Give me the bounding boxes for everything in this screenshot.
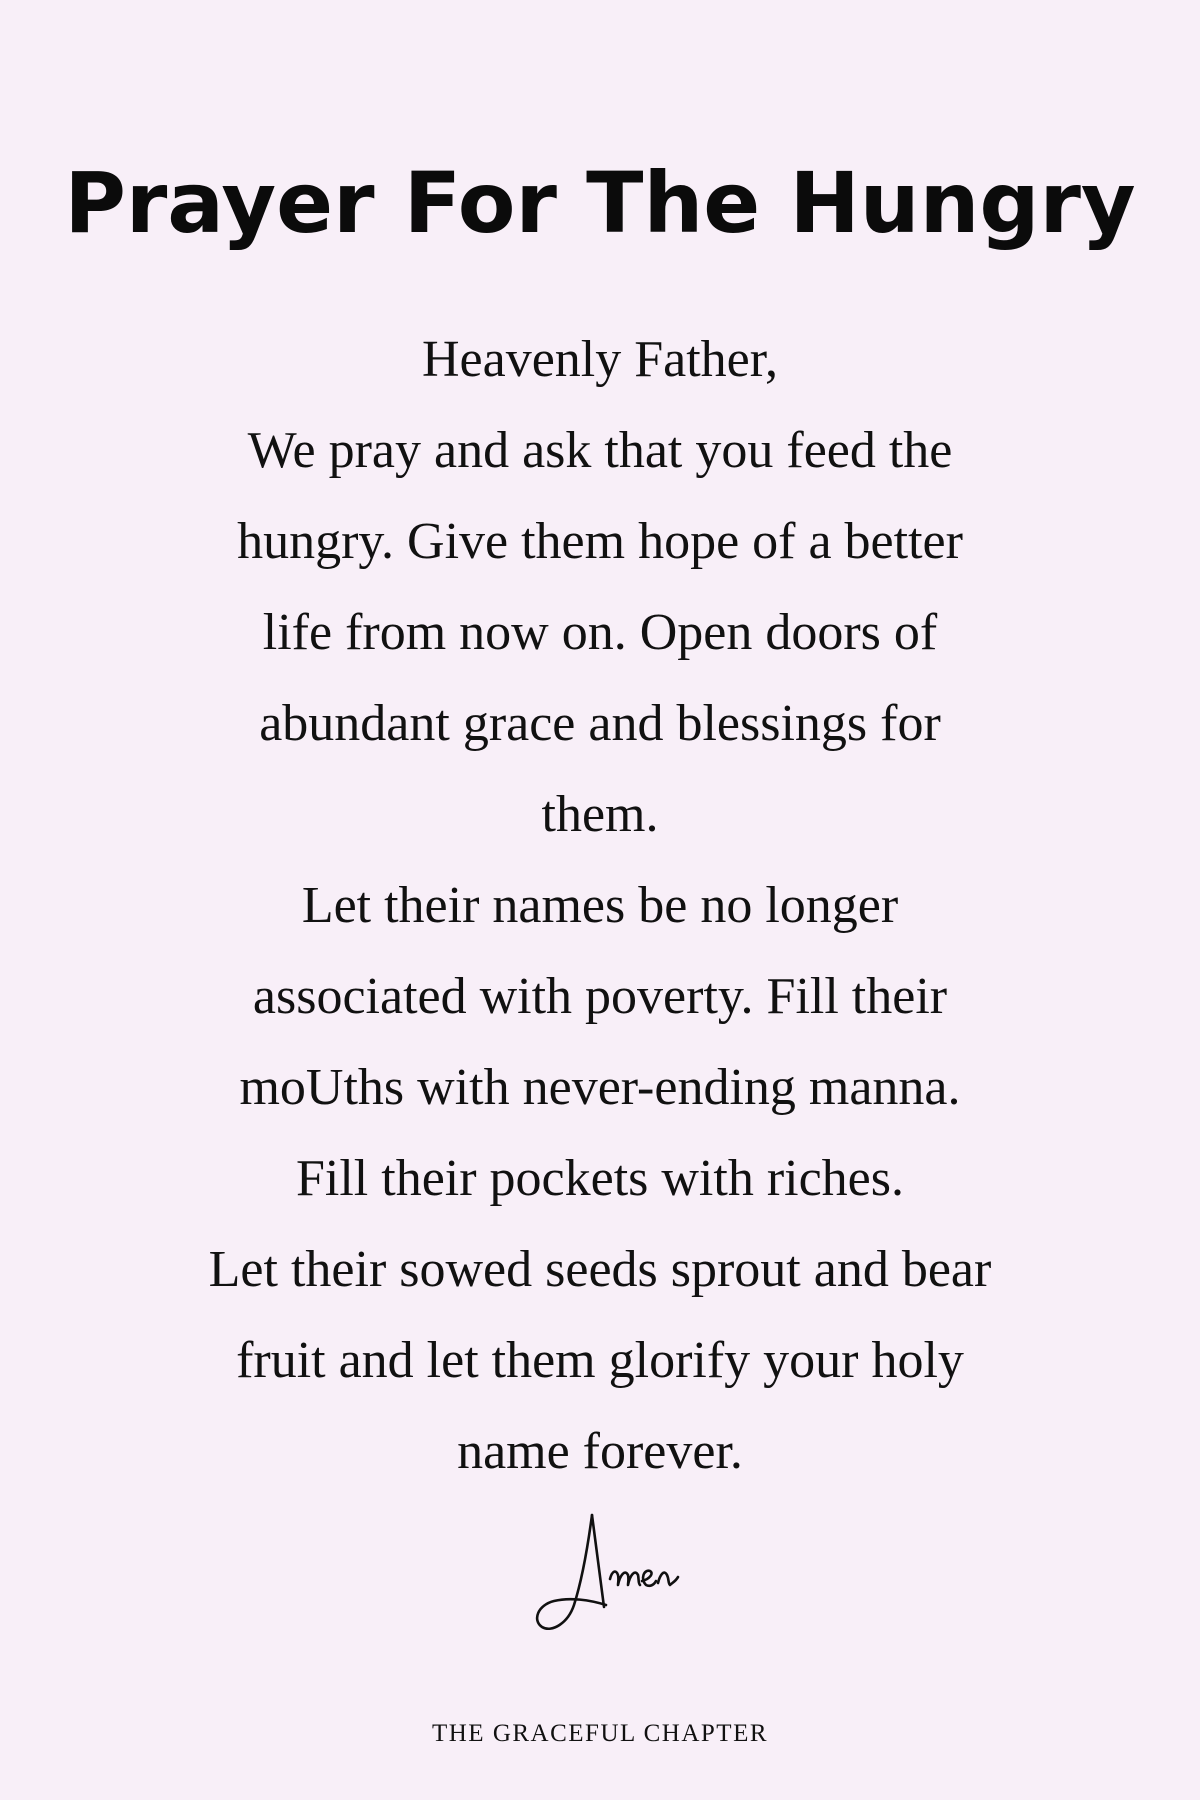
prayer-line: Let their names be no longer xyxy=(301,877,899,934)
prayer-line: them. xyxy=(541,786,659,843)
prayer-line: Fill their pockets with riches. xyxy=(295,1150,904,1207)
amen-signature xyxy=(530,1505,730,1645)
prayer-line: fruit and let them glorify your holy xyxy=(236,1332,964,1389)
prayer-line: hungry. Give them hope of a better xyxy=(237,513,963,570)
prayer-line: Heavenly Father, xyxy=(421,331,778,388)
brand-footer: THE GRACEFUL CHAPTER xyxy=(431,1720,769,1747)
prayer-line: moUths with never-ending manna. xyxy=(239,1059,961,1116)
prayer-line: life from now on. Open doors of xyxy=(262,604,938,661)
prayer-line: We pray and ask that you feed the xyxy=(247,422,953,479)
prayer-line: Let their sowed seeds sprout and bear xyxy=(208,1241,992,1298)
prayer-line: abundant grace and blessings for xyxy=(259,695,941,752)
prayer-line: name forever. xyxy=(457,1423,743,1480)
prayer-body xyxy=(0,314,1200,1497)
page-title: Prayer For The Hungry xyxy=(64,154,1136,252)
prayer-line: associated with poverty. Fill their xyxy=(252,968,948,1025)
